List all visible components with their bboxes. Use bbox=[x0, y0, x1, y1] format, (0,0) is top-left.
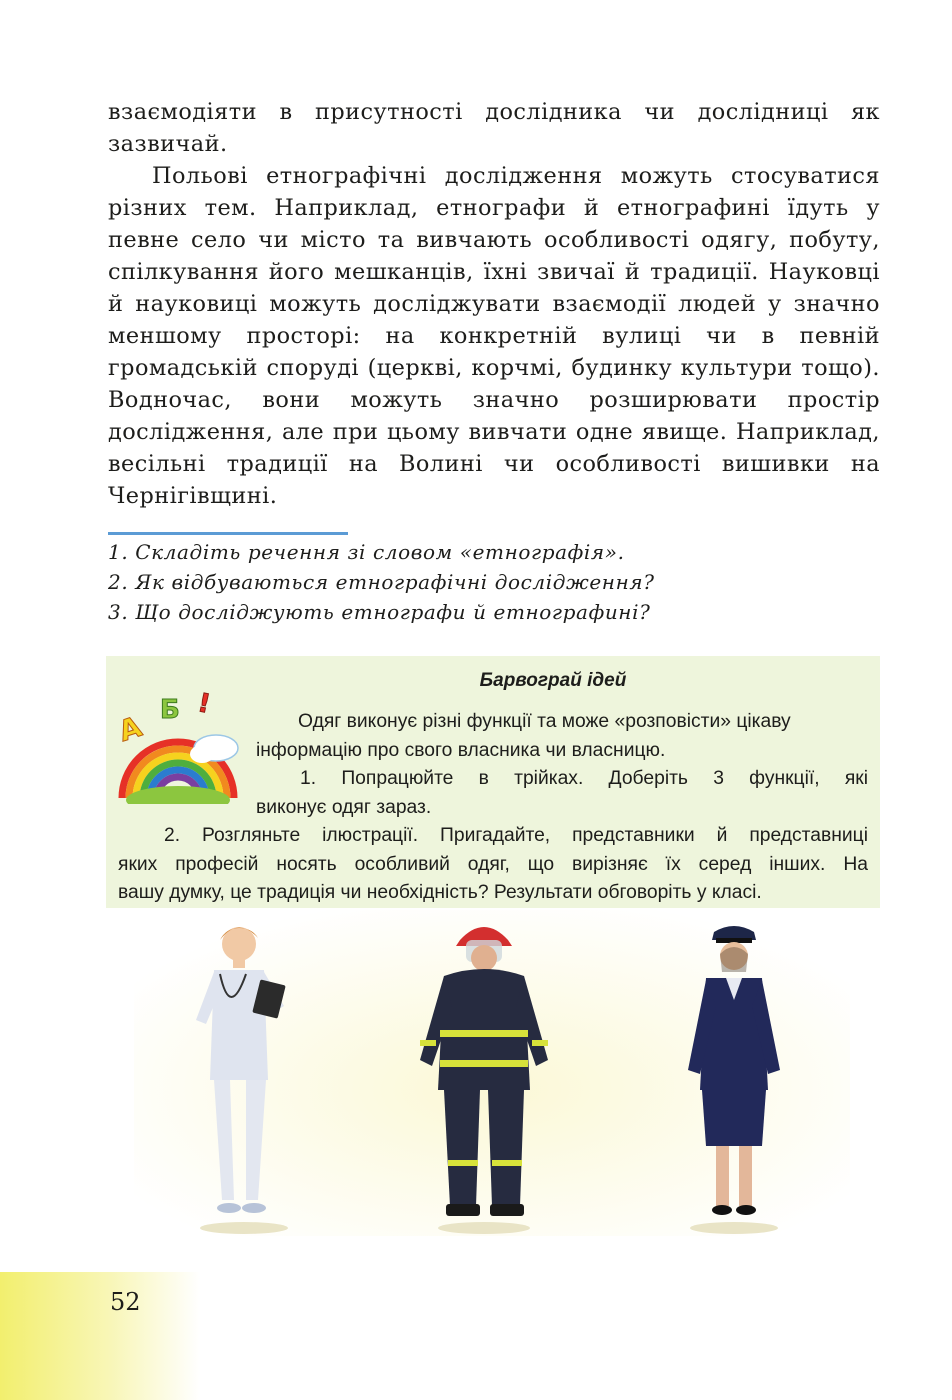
body-text bbox=[108, 96, 880, 512]
activity-line: 2. Розгляньте ілюстрації. Пригадайте, представники й представниці bbox=[164, 825, 868, 846]
svg-text:А: А bbox=[114, 709, 146, 749]
activity-line: яких професій носять особливий одяг, що вирізняє їх серед інших. На bbox=[118, 853, 868, 875]
question-item: 3. Що досліджують етнографи й етнографині? bbox=[108, 600, 651, 624]
paragraph-2: Польові етнографічні дослідження можуть стосуватися різних тем. Наприклад, етнографи й етнографині їдуть у певне село чи місто та вивчають особливості одягу, побуту, спілкування його мешканців, їхні звичаї й традиції. Науковці й науковиці можуть досліджувати взаємодії людей у значно меншому просторі: на конкретній вулиці чи в певній громадській споруді (церкві, корчмі, будинку культури тощо). Водночас, вони можуть значно розширювати простір дослідження, але при цьому вивчати одне явище. Наприклад, весільні традиції на Волині чи особливості вишивки на Чернігівщині. bbox=[108, 163, 880, 509]
rainbow-letters-icon bbox=[112, 686, 244, 804]
activity-title: Барвограй ідей bbox=[479, 670, 627, 691]
svg-text:!: ! bbox=[195, 688, 213, 720]
questions-divider bbox=[108, 532, 348, 535]
questions-list bbox=[108, 537, 888, 627]
question-item: 1. Складіть речення зі словом «етнографія». bbox=[108, 540, 625, 564]
activity-box bbox=[106, 656, 880, 908]
activity-line: Одяг виконує різні функції та може «розповісти» цікаву bbox=[298, 711, 791, 732]
activity-line: 1. Попрацюйте в трійках. Доберіть 3 функції, які bbox=[300, 768, 868, 789]
professions-illustration bbox=[134, 910, 850, 1236]
activity-line: інформацію про свого власника чи власницю. bbox=[256, 739, 666, 761]
page-number: 52 bbox=[110, 1288, 141, 1316]
page-corner-strip bbox=[0, 1272, 200, 1400]
paragraph-1: взаємодіяти в присутності дослідника чи дослідниці як зазвичай. bbox=[108, 99, 880, 157]
question-item: 2. Як відбуваються етнографічні дослідження? bbox=[108, 570, 655, 594]
svg-text:Б: Б bbox=[160, 695, 180, 725]
activity-line: вашу думку, це традиція чи необхідність? Результати обговоріть у класі. bbox=[118, 882, 762, 903]
activity-line: виконує одяг зараз. bbox=[256, 796, 432, 818]
